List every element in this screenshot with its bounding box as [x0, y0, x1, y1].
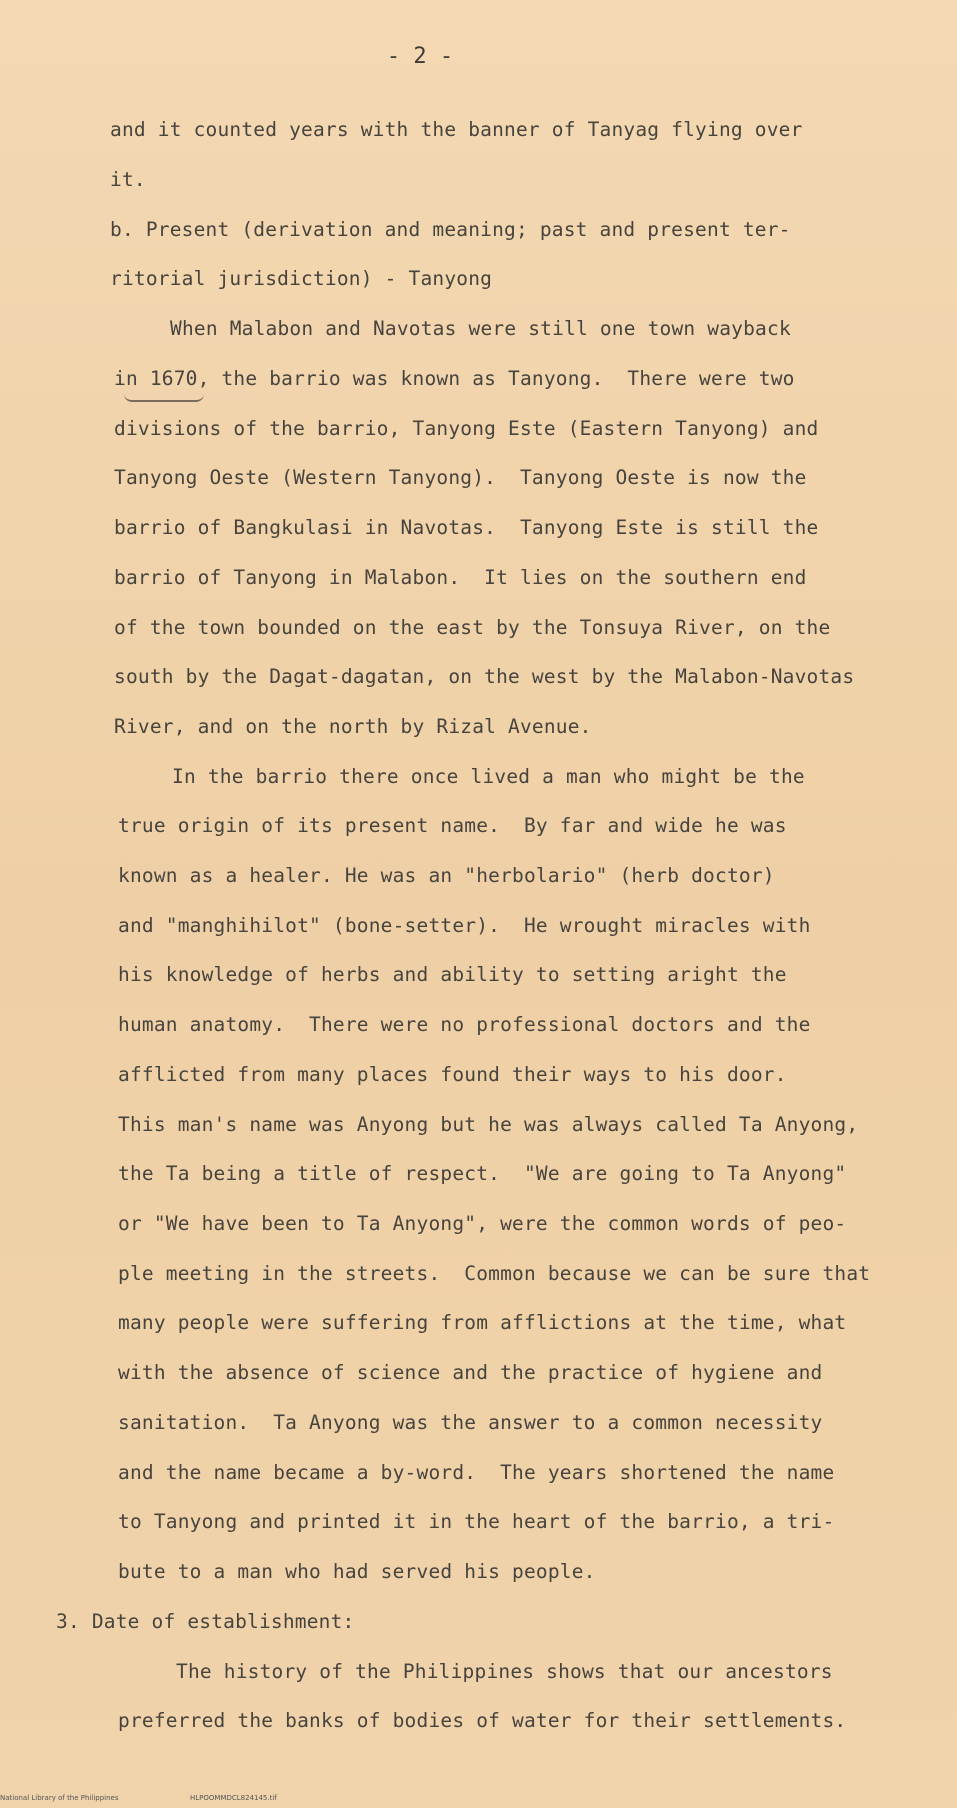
text-line: ple meeting in the streets. Common because we can be sure that — [118, 1262, 871, 1285]
text-line: and the name became a by-word. The years shortened the name — [118, 1461, 835, 1484]
text-line: or "We have been to Ta Anyong", were the common words of peo- — [118, 1212, 847, 1235]
handwritten-underline-mark — [124, 394, 204, 402]
text-line: When Malabon and Navotas were still one town wayback — [170, 317, 791, 340]
page-number: - 2 - — [386, 44, 454, 69]
text-line: River, and on the north by Rizal Avenue. — [114, 715, 592, 738]
text-line: afflicted from many places found their ways to his door. — [118, 1063, 787, 1086]
text-line: ritorial jurisdiction) - Tanyong — [110, 267, 493, 290]
text-line: the Ta being a title of respect. "We are going to Ta Anyong" — [118, 1162, 847, 1185]
text-line: known as a healer. He was an "herbolario" (herb doctor) — [118, 864, 775, 887]
text-line: The history of the Philippines shows that our ancestors — [176, 1660, 833, 1683]
text-line: many people were suffering from afflictions at the time, what — [118, 1311, 847, 1334]
text-line: barrio of Bangkulasi in Navotas. Tanyong Este is still the — [114, 516, 819, 539]
text-line: true origin of its present name. By far and wide he was — [118, 814, 787, 837]
text-line: Tanyong Oeste (Western Tanyong). Tanyong Oeste is now the — [114, 466, 807, 489]
text-line: b. Present (derivation and meaning; past and present ter- — [110, 218, 791, 241]
section-heading: 3. Date of establishment: — [56, 1610, 355, 1633]
text-line: sanitation. Ta Anyong was the answer to a common necessity — [118, 1411, 823, 1434]
text-line: human anatomy. There were no professional doctors and the — [118, 1013, 811, 1036]
text-line: in 1670, the barrio was known as Tanyong. There were two — [114, 367, 795, 390]
footer-file-id: HLPOOMMDCL824145.tif — [190, 1794, 277, 1802]
text-line: barrio of Tanyong in Malabon. It lies on the southern end — [114, 566, 807, 589]
text-line: of the town bounded on the east by the Tonsuya River, on the — [114, 616, 831, 639]
footer-library: National Library of the Philippines — [0, 1794, 119, 1802]
text-line: bute to a man who had served his people. — [118, 1560, 596, 1583]
text-line: with the absence of science and the practice of hygiene and — [118, 1361, 823, 1384]
text-line: south by the Dagat-dagatan, on the west by the Malabon-Navotas — [114, 665, 855, 688]
text-line: In the barrio there once lived a man who might be the — [172, 765, 805, 788]
text-line: to Tanyong and printed it in the heart of the barrio, a tri- — [118, 1510, 835, 1533]
text-line: his knowledge of herbs and ability to setting aright the — [118, 963, 787, 986]
text-line: it. — [110, 168, 146, 191]
text-line: This man's name was Anyong but he was always called Ta Anyong, — [118, 1113, 859, 1136]
text-line: and it counted years with the banner of Tanyag flying over — [110, 118, 803, 141]
text-line: and "manghihilot" (bone-setter). He wrought miracles with — [118, 914, 811, 937]
text-line: divisions of the barrio, Tanyong Este (Eastern Tanyong) and — [114, 417, 819, 440]
text-line: preferred the banks of bodies of water for their settlements. — [118, 1709, 847, 1732]
